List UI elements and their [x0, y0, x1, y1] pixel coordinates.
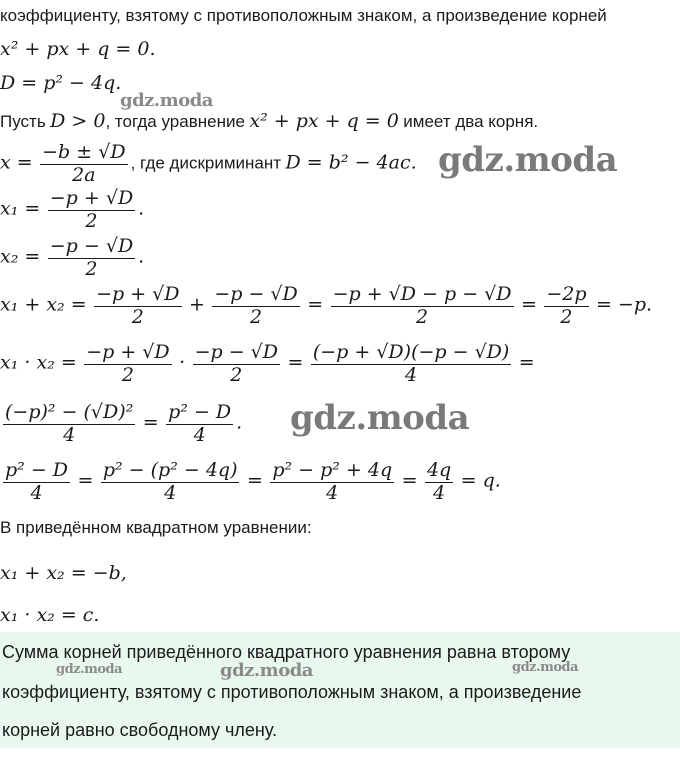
sum-fraction-4 [544, 284, 588, 329]
prod3-f3-den: 4 [326, 481, 339, 504]
prod2-fraction-1 [3, 402, 135, 447]
sum-f1-num: −p + √D [96, 283, 180, 305]
prod3-fraction-3 [270, 460, 394, 505]
roots-num: −b ± √D [42, 141, 126, 163]
sum-lhs: x₁ + x₂ = [0, 293, 87, 316]
prod3-eq-1: = [77, 469, 94, 492]
sum-eq-2: = [520, 293, 537, 316]
prod-dot: · [179, 351, 186, 374]
sum-line [0, 284, 652, 329]
prod-f3-den: 4 [405, 363, 418, 386]
roots-fraction [40, 142, 127, 187]
prod3-f4-den: 4 [433, 481, 446, 504]
product-line [0, 342, 535, 387]
x1-num: −p + √D [49, 187, 134, 209]
sum-f4-den: 2 [560, 305, 573, 328]
roots-formula-line [0, 142, 417, 187]
prod3-fraction-4 [425, 460, 453, 505]
roots-disc: D = b² − 4ac. [285, 151, 417, 174]
sum-f1-den: 2 [131, 305, 144, 328]
sum-f2-num: −p − √D [214, 283, 298, 305]
callout-line-2: коэффициенту, взятому с противоположным знаком, а произведение [2, 682, 582, 702]
sum-fraction-3 [331, 284, 514, 329]
watermark: gdz.moda [220, 660, 313, 681]
prod2-g-den: 4 [193, 423, 206, 446]
watermark: gdz.moda [512, 660, 579, 675]
prod-f1-num: −p + √D [86, 341, 170, 363]
case-condition: D > 0 [50, 110, 106, 132]
prod-eq-1: = [287, 351, 304, 374]
prod-fraction-2 [193, 342, 280, 387]
x2-tail: . [138, 245, 145, 268]
prod-fraction-3 [311, 342, 512, 387]
equation-discriminant: D = p² − 4q. [0, 72, 122, 94]
case-equation: x² + px + q = 0 [249, 110, 399, 132]
vieta-sum: x₁ + x₂ = −b, [0, 562, 127, 584]
product-line-3 [0, 460, 501, 505]
equation-quadratic: x² + px + q = 0. [0, 38, 156, 60]
sum-fraction-1 [94, 284, 181, 329]
prod3-f1-num: p² − D [5, 459, 69, 481]
watermark: gdz.moda [438, 140, 618, 180]
x2-fraction [48, 236, 135, 281]
case-line [0, 110, 538, 132]
sum-plus: + [188, 293, 205, 316]
prod3-eq-2: = [246, 469, 263, 492]
roots-lhs: x = [0, 151, 33, 174]
prod2-f-den: 4 [63, 423, 76, 446]
x1-fraction [48, 188, 135, 233]
sum-f3-den: 2 [416, 305, 429, 328]
x1-den: 2 [85, 209, 98, 232]
prod-f2-den: 2 [230, 363, 243, 386]
conclusion-callout [0, 632, 680, 748]
prod3-eq-3: = [401, 469, 418, 492]
prod3-f2-num: p² − (p² − 4q) [102, 459, 238, 481]
prod-eq-2: = [518, 351, 535, 374]
sum-result: = −p. [595, 293, 653, 316]
watermark: gdz.moda [290, 398, 470, 438]
case-text-b: , тогда уравнение [105, 112, 245, 131]
prod3-fraction-2 [101, 460, 240, 505]
reduced-equation-text: В приведённом квадратном уравнении: [0, 518, 312, 537]
prod3-f2-den: 4 [164, 481, 177, 504]
x2-line [0, 236, 144, 281]
callout-line-1: Сумма корней приведённого квадратного уравнения равна второму [2, 642, 571, 662]
x2-num: −p − √D [49, 235, 134, 257]
prod2-g-num: p² − D [168, 401, 232, 423]
roots-den: 2a [72, 163, 96, 186]
vieta-product: x₁ · x₂ = c. [0, 604, 100, 626]
x2-den: 2 [85, 257, 98, 280]
x1-tail: . [138, 197, 145, 220]
case-text-a: Пусть [0, 112, 46, 131]
x1-lhs: x₁ = [0, 197, 41, 220]
product-line-2 [0, 402, 242, 447]
case-text-c: имеет два корня. [403, 112, 539, 131]
text-line-1: коэффициенту, взятому с противоположным знаком, а произведение корней [0, 6, 607, 25]
sum-f3-num: −p + √D − p − √D [332, 283, 512, 305]
sum-f4-num: −2p [546, 283, 587, 305]
prod-lhs: x₁ · x₂ = [0, 351, 77, 374]
x1-line [0, 188, 144, 233]
prod3-f3-num: p² − p² + 4q [272, 459, 393, 481]
watermark: gdz.moda [120, 90, 213, 111]
prod2-tail: . [236, 411, 243, 434]
prod-f1-den: 2 [121, 363, 134, 386]
prod3-result: = q. [460, 469, 501, 492]
prod3-f1-den: 4 [30, 481, 43, 504]
prod-fraction-1 [84, 342, 171, 387]
watermark: gdz.moda [56, 662, 123, 677]
prod-f2-num: −p − √D [194, 341, 278, 363]
prod2-fraction-2 [166, 402, 233, 447]
prod3-f4-num: 4q [426, 459, 452, 481]
x2-lhs: x₂ = [0, 245, 41, 268]
prod3-fraction-1 [3, 460, 70, 505]
sum-f2-den: 2 [249, 305, 263, 328]
callout-line-3: корней равно свободному члену. [2, 720, 278, 740]
roots-text: , где дискриминант [130, 153, 282, 173]
prod-f3-num: (−p + √D)(−p − √D) [312, 341, 510, 363]
prod2-eq: = [142, 411, 159, 434]
sum-fraction-2 [212, 284, 299, 329]
sum-eq-1: = [307, 293, 324, 316]
prod2-f-num: (−p)² − (√D)² [5, 401, 134, 423]
